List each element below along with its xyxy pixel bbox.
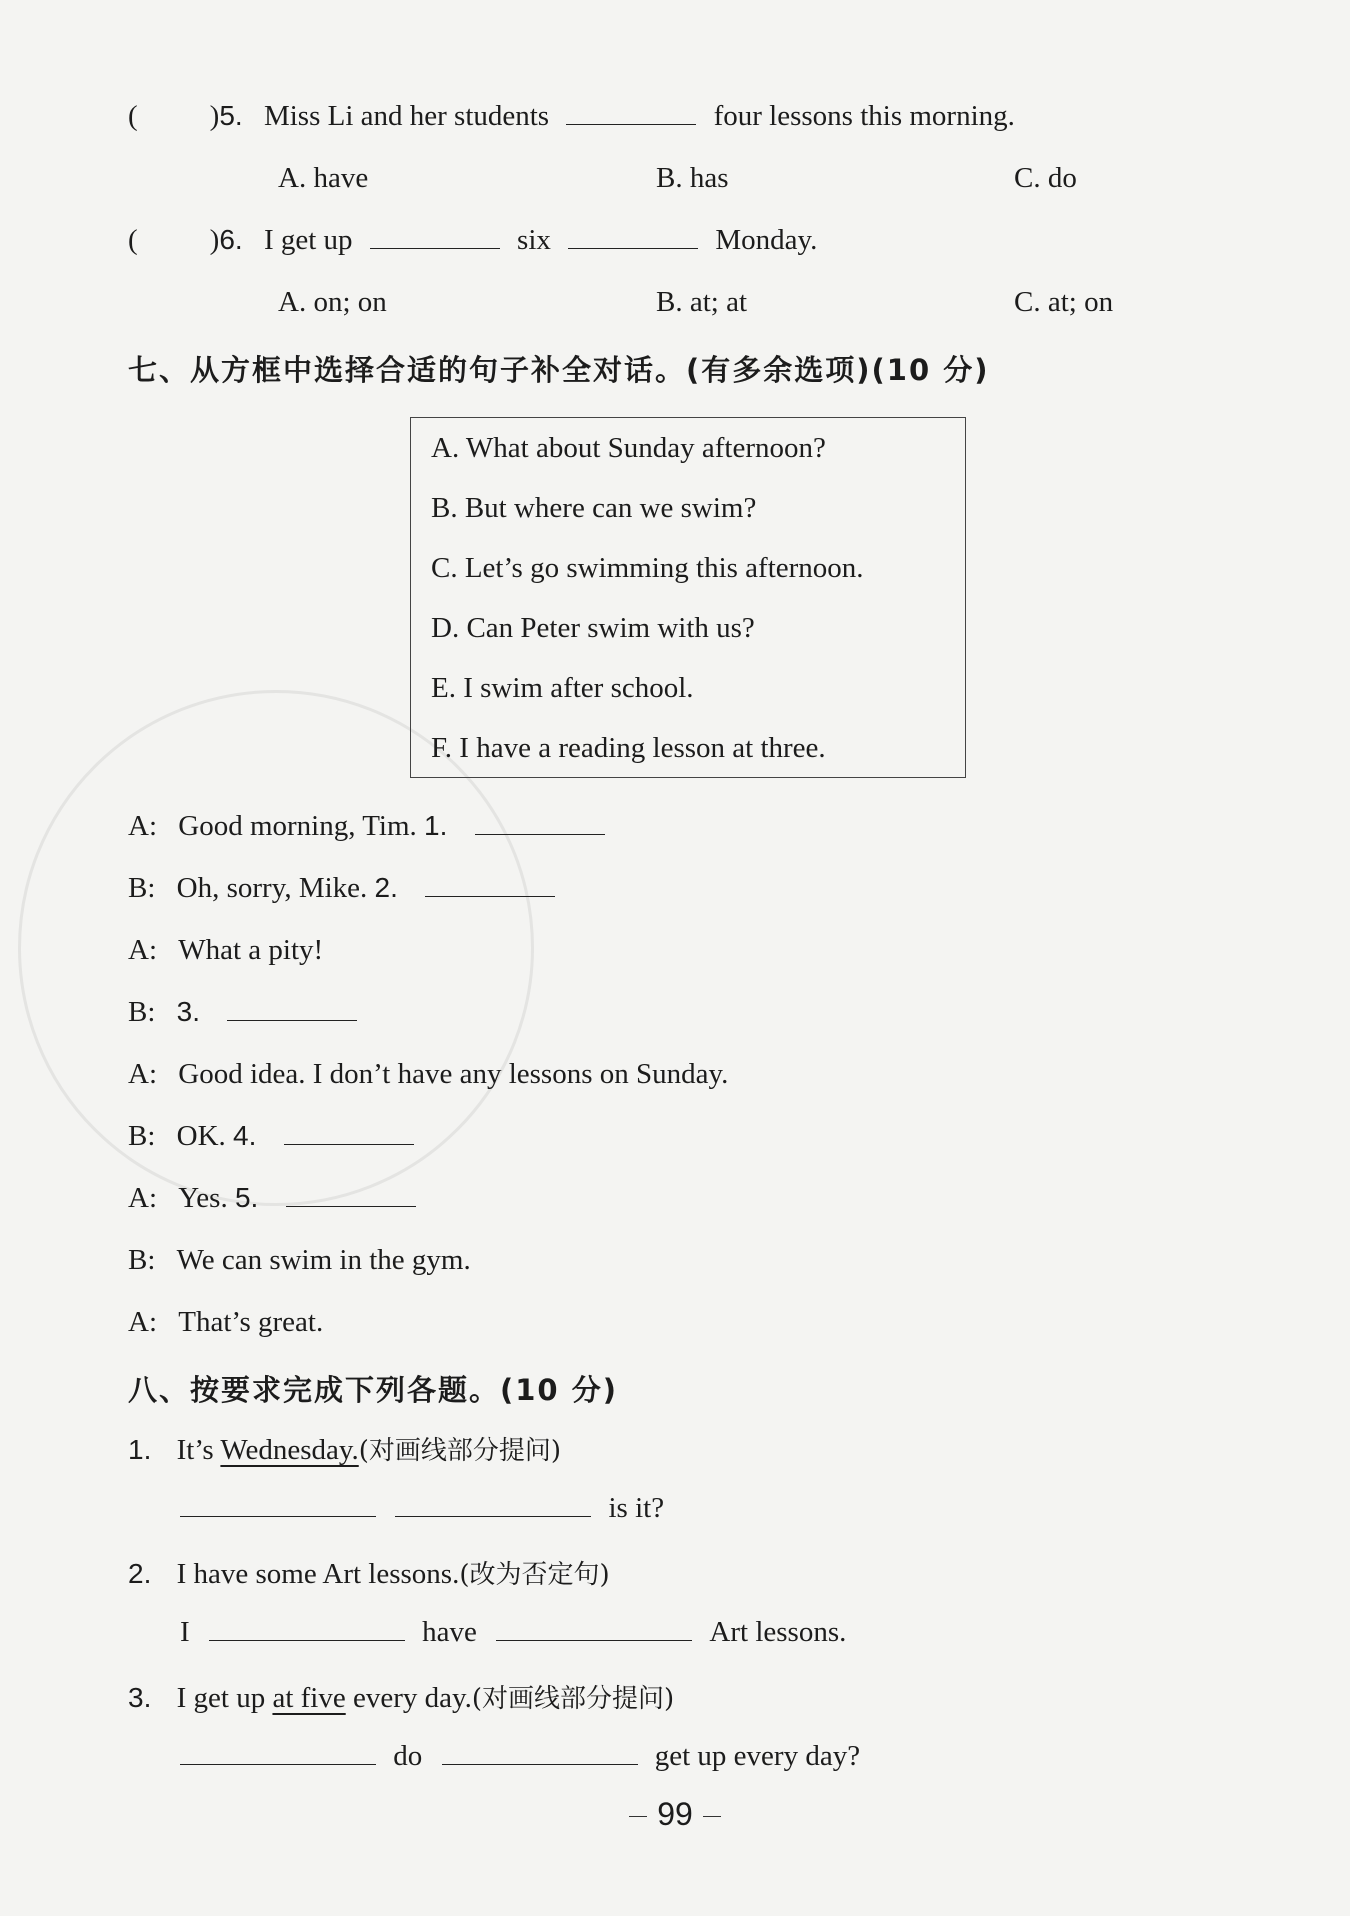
- task-2-answer: [180, 1616, 846, 1649]
- box-option-e: E. I swim after school.: [431, 672, 694, 704]
- dialogue-text: Oh, sorry, Mike.: [176, 872, 368, 904]
- task-text: I have some Art lessons.: [176, 1558, 460, 1590]
- speaker-label: B:: [128, 996, 156, 1028]
- task-3-answer: [180, 1740, 860, 1773]
- question-number: 6.: [219, 224, 243, 255]
- option-c[interactable]: C. do: [1014, 162, 1077, 194]
- task-1: [128, 1430, 561, 1467]
- dialogue-line: [128, 1058, 728, 1091]
- task-text: every day.: [352, 1682, 472, 1714]
- question-5: [128, 100, 1015, 133]
- task-number: 1.: [128, 1434, 152, 1465]
- answer-blank[interactable]: [180, 1742, 376, 1765]
- task-2: [128, 1554, 610, 1591]
- task-number: 2.: [128, 1558, 152, 1589]
- speaker-label: A:: [128, 810, 157, 842]
- task-instruction: (对画线部分提问): [358, 1436, 562, 1466]
- dialogue-text: Good morning, Tim.: [178, 810, 417, 842]
- speaker-label: A:: [128, 1182, 157, 1214]
- dialogue-text: OK.: [176, 1120, 226, 1152]
- answer-blank[interactable]: [566, 102, 696, 125]
- dialogue-line: [128, 1120, 414, 1153]
- box-option-d: D. Can Peter swim with us?: [431, 612, 755, 644]
- option-b[interactable]: B. has: [656, 162, 729, 194]
- option-a[interactable]: A. have: [278, 162, 369, 194]
- option-a[interactable]: A. on; on: [278, 286, 387, 318]
- dialogue-text: That’s great.: [178, 1306, 324, 1338]
- options-box: [410, 417, 966, 778]
- answer-text: Art lessons.: [709, 1616, 847, 1648]
- speaker-label: A:: [128, 934, 157, 966]
- answer-blank[interactable]: [227, 998, 357, 1021]
- speaker-label: B:: [128, 1244, 156, 1276]
- dialogue-text: Good idea. I don’t have any lessons on Sunday.: [178, 1058, 729, 1090]
- dialogue-line: [128, 1182, 416, 1215]
- question-text: I get up: [263, 224, 353, 256]
- box-option-a: A. What about Sunday afternoon?: [431, 432, 826, 464]
- answer-text: I: [180, 1616, 190, 1648]
- speaker-label: B:: [128, 872, 156, 904]
- box-option-f: F. I have a reading lesson at three.: [431, 732, 826, 764]
- dialogue-line: [128, 1244, 471, 1277]
- speaker-label: B:: [128, 1120, 156, 1152]
- question-number: 5.: [219, 100, 243, 131]
- answer-blank[interactable]: [286, 1184, 416, 1207]
- section-8-heading: 八、按要求完成下列各题。(10 分): [128, 1373, 618, 1407]
- question-text: Monday.: [715, 224, 818, 256]
- task-instruction: (改为否定句): [459, 1560, 610, 1590]
- question-6: [128, 224, 817, 257]
- task-text: I get up: [176, 1682, 266, 1714]
- answer-blank[interactable]: [284, 1122, 414, 1145]
- answer-paren-close: ): [209, 224, 220, 256]
- question-text: six: [517, 224, 551, 256]
- section-7-heading: 七、从方框中选择合适的句子补全对话。(有多余选项)(10 分): [128, 353, 990, 387]
- task-instruction: (对画线部分提问): [471, 1684, 675, 1714]
- answer-text: do: [393, 1740, 423, 1772]
- dialogue-line: [128, 996, 357, 1029]
- answer-text: get up every day?: [654, 1740, 861, 1772]
- underlined-text: Wednesday.: [220, 1434, 359, 1466]
- blank-number: 5.: [234, 1182, 259, 1213]
- option-b[interactable]: B. at; at: [656, 286, 748, 318]
- answer-paren-open: (: [128, 224, 138, 256]
- dialogue-line: [128, 810, 605, 843]
- task-1-answer: [180, 1492, 664, 1525]
- option-c[interactable]: C. at; on: [1014, 286, 1114, 318]
- page-number-dash: [629, 1816, 647, 1817]
- dialogue-line: [128, 1306, 323, 1339]
- box-option-c: C. Let’s go swimming this afternoon.: [431, 552, 864, 584]
- dialogue-line: [128, 872, 555, 905]
- answer-blank[interactable]: [425, 874, 555, 897]
- blank-number: 3.: [176, 996, 201, 1027]
- speaker-label: A:: [128, 1306, 157, 1338]
- answer-blank[interactable]: [475, 812, 605, 835]
- page-number: [0, 1796, 1350, 1833]
- speaker-label: A:: [128, 1058, 157, 1090]
- answer-paren-close: ): [209, 100, 220, 132]
- dialogue-text: What a pity!: [178, 934, 324, 966]
- box-option-b: B. But where can we swim?: [431, 492, 757, 524]
- answer-text: is it?: [608, 1492, 665, 1524]
- task-number: 3.: [128, 1682, 152, 1713]
- task-text: It’s: [176, 1434, 214, 1466]
- answer-blank[interactable]: [442, 1742, 638, 1765]
- dialogue-text: Yes.: [178, 1182, 228, 1214]
- blank-number: 4.: [233, 1120, 257, 1151]
- answer-text: have: [422, 1616, 477, 1648]
- answer-blank[interactable]: [209, 1618, 405, 1641]
- answer-blank[interactable]: [395, 1494, 591, 1517]
- page-number-dash: [703, 1816, 721, 1817]
- question-text: Miss Li and her students: [263, 100, 550, 132]
- answer-blank[interactable]: [370, 226, 500, 249]
- answer-blank[interactable]: [496, 1618, 692, 1641]
- page-number-text: 99: [657, 1796, 693, 1832]
- dialogue-line: [128, 934, 323, 967]
- dialogue-text: We can swim in the gym.: [176, 1244, 471, 1276]
- blank-number: 2.: [374, 872, 398, 903]
- answer-blank[interactable]: [180, 1494, 376, 1517]
- underlined-text: at five: [272, 1682, 346, 1714]
- blank-number: 1.: [424, 810, 448, 841]
- question-text: four lessons this morning.: [713, 100, 1015, 132]
- answer-blank[interactable]: [568, 226, 698, 249]
- answer-paren-open: (: [128, 100, 138, 132]
- task-3: [128, 1678, 674, 1715]
